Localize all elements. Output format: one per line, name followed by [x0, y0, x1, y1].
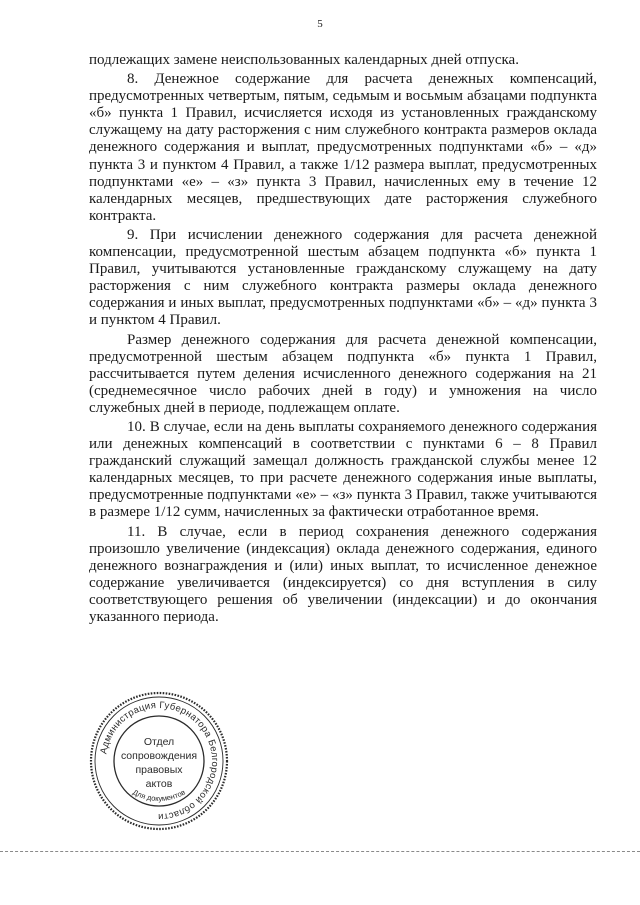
paragraph-item-11: 11. В случае, если в период сохранения денежного содержания произошло увеличение (индексация) оклада денежного содержания, единого денежного вознаграждения и (или) иных выплат, то исчисленное денежное содержание увеличивается (индексируется) со дня вступления в силу соответствующего решения об увеличении (индексации) и до окончания указанного периода. [89, 523, 597, 625]
stamp-seal-icon [88, 690, 230, 832]
paragraph-compensation-size: Размер денежного содержания для расчета денежной компенсации, предусмотренной шестым абзацем подпункта «б» пункта 1 Правил, рассчитывается путем деления исчисленного денежного содержания на 21 (среднемесячное число рабочих дней в году) и умножения на число служебных дней в периоде, подлежащем оплате. [89, 331, 597, 416]
paragraph-item-8: 8. Денежное содержание для расчета денежных компенсаций, предусмотренных четвертым, пятым, седьмым и восьмым абзацами подпункта «б» пункта 1 Правил, исчисляется исходя из установленных гражданскому служащему на дату расторжения с ним служебного контракта размеров оклада денежного содержания и выплат, предусмотренных подпунктами «б» – «д» пункта 3 и пунктом 4 Правил, а также 1/12 размера выплат, предусмотренных подпунктами «е» – «з» пункта 3 Правил, начисленных ему в течение 12 календарных месяцев, предшествующих дате расторжения служебного контракта. [89, 71, 597, 224]
page-bottom-rule [0, 851, 640, 852]
stamp-ring-text: Администрация Губернатора Белгородской области [98, 699, 221, 823]
stamp-line-3: правовых [135, 764, 183, 776]
paragraph-item-9: 9. При исчислении денежного содержания для расчета денежной компенсации, предусмотренной шестым абзацем подпункта «б» пункта 1 Правил, учитываются установленные гражданскому служащему на дату расторжения с ним служебного контракта размеры оклада денежного содержания и иных выплат, предусмотренных подпунктами «б» – «д» пункта 3 и пунктом 4 Правил. [89, 226, 597, 329]
page-number: 5 [317, 18, 323, 30]
paragraph-item-10: 10. В случае, если на день выплаты сохраняемого денежного содержания или денежных компенсаций в соответствии с пунктами 6 – 8 Правил гражданский служащий замещал должность гражданской службы менее 12 календарных месяцев, то при расчете денежного содержания иные выплаты, предусмотренные подпунктами «е» – «з» пункта 3 Правил, также учитываются в размере 1/12 сумм, начисленных за фактически отработанное время. [89, 418, 597, 521]
paragraph-continuation: подлежащих замене неиспользованных календарных дней отпуска. [89, 52, 519, 68]
stamp-line-1: Отдел [143, 736, 175, 748]
document-body [89, 52, 597, 626]
stamp-bottom-text: Для документов [131, 787, 187, 804]
stamp-line-4: актов [145, 778, 173, 790]
stamp-line-2: сопровождения [120, 750, 198, 762]
official-stamp [88, 690, 230, 832]
